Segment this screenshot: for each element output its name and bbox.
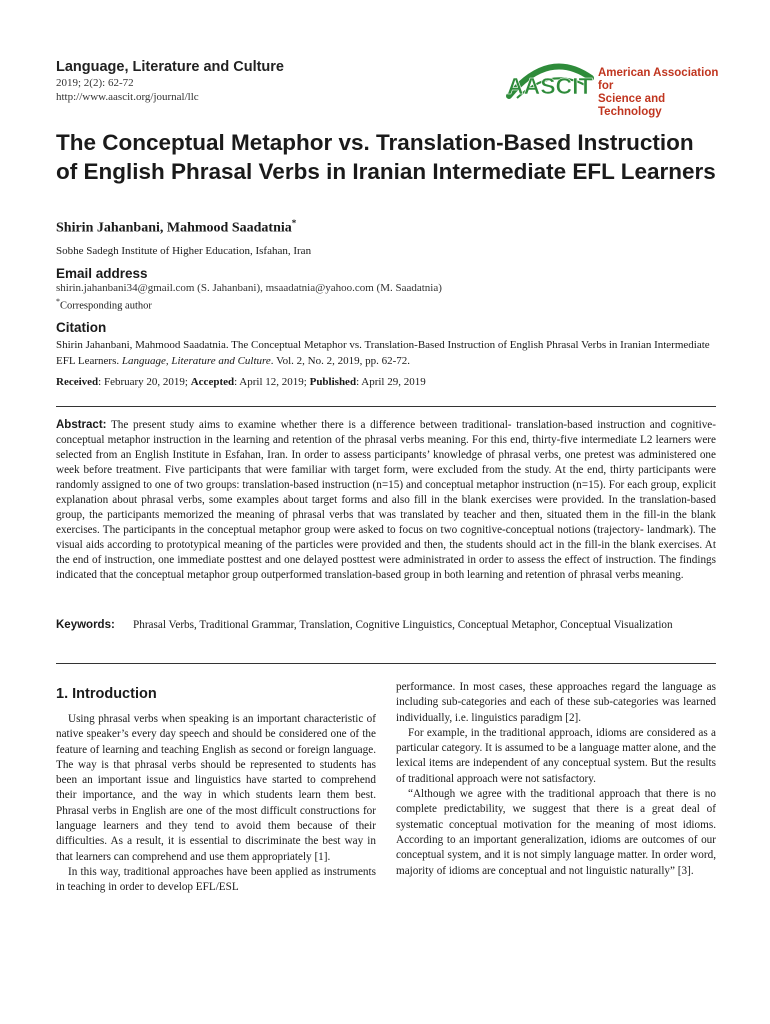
logo-org-line1: American Association for — [598, 67, 719, 92]
journal-name: Language, Literature and Culture — [56, 59, 284, 75]
issue-line: 2019; 2(2): 62-72 — [56, 77, 134, 89]
publication-dates — [56, 376, 426, 388]
corresponding-author-note — [56, 297, 152, 312]
column-left — [56, 686, 376, 896]
column-right — [396, 680, 716, 879]
citation-volume: . Vol. 2, No. 2, 2019, pp. 62-72. — [270, 355, 411, 367]
logo-wordmark: AASCIT — [507, 73, 593, 99]
received-date: : February 20, 2019; — [98, 376, 191, 388]
published-date: : April 29, 2019 — [356, 376, 426, 388]
corr-mark: * — [56, 297, 60, 306]
paper-title: The Conceptual Metaphor vs. Translation-Based Instruction of English Phrasal Verbs in Iranian Intermediate EFL Learners — [56, 130, 716, 184]
intro-paragraph: In this way, traditional approaches have been applied as instruments in teaching in order to develop EFL/ESL — [56, 865, 376, 894]
accepted-label: Accepted — [190, 376, 235, 388]
affiliation: Sobhe Sadegh Institute of Higher Education, Isfahan, Iran — [56, 245, 312, 257]
journal-meta — [56, 77, 199, 104]
aascit-logo — [503, 56, 728, 118]
aascit-logo-mark — [503, 56, 595, 104]
abstract-label: Abstract: — [56, 419, 107, 431]
journal-url[interactable]: http://www.aascit.org/journal/llc — [56, 90, 199, 103]
citation-journal: Language, Literature and Culture — [121, 355, 271, 367]
divider-bottom — [56, 663, 716, 664]
corr-text: Corresponding author — [60, 300, 152, 312]
abstract-text: The present study aims to examine whether there is a difference between traditional- translation-based instruction and cognitive-conceptual metaphor instruction in the learning and retention of the phrasal verbs meaning. For this end, thirty-five intermediate L2 learners were selected from an English Institute in Esfahan, Iran. In order to assess participants’ knowledge of phrasal verbs, one pretest was administered one week before treatment. Five participants that were familiar with target form, were excluded from the study. At the end, thirty participants were randomly assigned to one of two groups: translation-based instruction (n=15) and conceptual metaphor instruction (n=15). For each group, explicit explanation about phrasal verbs, some examples about target forms and also fill in the blank exercises were provided. In the translation-based group, the participants memorized the meaning of phrasal verbs that was translated by teacher and then, situated them in the fill-in the blank exercises. The participants in the conceptual metaphor group were asked to focus on two cognitive-conceptual notions (trajectory- landmark). The visual aids according to prototypical meaning of the particles were provided and then, the students should act in the fill-in the blank exercises. At the end of instruction, one immediate posttest and one delayed posttest were administrated in order to assess the effect of instruction. The findings indicated that the conceptual metaphor group outperformed translation-based group in both learning and retention of phrasal verbs meaning. — [56, 419, 716, 581]
accepted-date: : April 12, 2019; — [234, 376, 310, 388]
received-label: Received — [56, 376, 99, 388]
intro-paragraph: For example, in the traditional approach, idioms are considered as a particular category. It is assumed to be a language matter alone, and the lexical items are independent of any conceptual system. But the results of traditional approach were not satisfactory. — [396, 726, 716, 785]
authors-text: Shirin Jahanbani, Mahmood Saadatnia — [56, 220, 292, 236]
email-heading: Email address — [56, 266, 148, 281]
email-addresses[interactable]: shirin.jahanbani34@gmail.com (S. Jahanbani), msaadatnia@yahoo.com (M. Saadatnia) — [56, 282, 442, 294]
author-list — [56, 218, 296, 237]
corresponding-mark: * — [291, 218, 297, 228]
keywords-label: Keywords: — [56, 619, 115, 631]
citation-text — [56, 337, 716, 369]
citation-main: Shirin Jahanbani, Mahmood Saadatnia. The Conceptual Metaphor vs. Translation-Based Instruction of English Phrasal Verbs in Iranian Intermediate EFL Learners. — [56, 339, 710, 367]
intro-paragraph: Using phrasal verbs when speaking is an important characteristic of native speaker’s every day speech and should be considered one of the feature of learning and teaching English as second or foreign language. The way is that phrasal verbs should be represented to students has been an important issue and linguistics have started to comprehend their importance, and the way in which students learn them best. Phrasal verbs in English are one of the most difficult constructions for language learners and they tend to avoid them because of their difficulties. As a result, it is essential to discriminate the best way in that learners can comprehend and use them appropriately [1]. — [56, 713, 376, 863]
intro-paragraph: “Although we agree with the traditional approach that there is no complete predictability, we suggest that there is a great deal of systematic conceptual motivation for the meaning of most idioms. According to an important generalization, idioms are outcomes of our conceptual system, and it is not simply language matter. In order word, majority of idioms are conceptual and not linguistic naturally” [3]. — [396, 788, 716, 877]
logo-org-name — [598, 67, 728, 119]
intro-heading: 1. Introduction — [56, 686, 157, 702]
citation-heading: Citation — [56, 320, 107, 335]
published-label: Published — [309, 376, 357, 388]
abstract — [56, 418, 716, 583]
keywords-text: Phrasal Verbs, Traditional Grammar, Translation, Cognitive Linguistics, Conceptual Metaphor, Conceptual Visualization — [133, 619, 673, 631]
logo-org-line2: Science and Technology — [598, 93, 666, 118]
divider-top — [56, 406, 716, 407]
intro-paragraph: performance. In most cases, these approaches regard the language as including sub-categories and each of these sub-categories was learned individually, i.e. linguistics paradigm [2]. — [396, 681, 716, 724]
keywords — [56, 618, 716, 633]
